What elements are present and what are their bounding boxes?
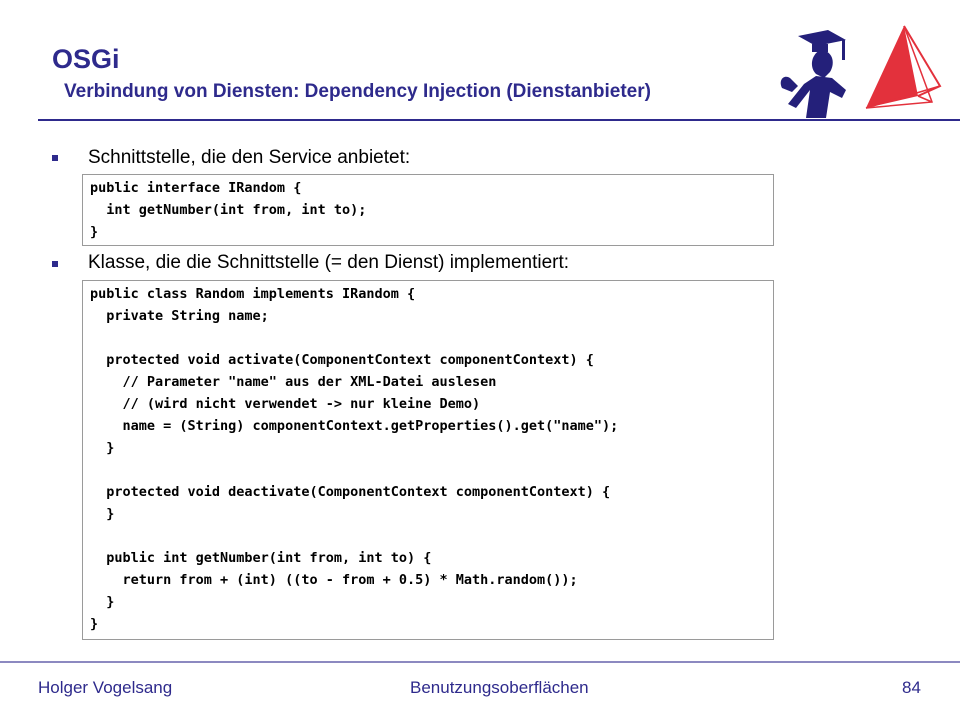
footer-author: Holger Vogelsang [38,678,173,697]
class-code-block [82,280,774,640]
code-line: } [90,506,115,522]
code-line: private String name; [90,308,269,324]
code-line [83,459,773,481]
tent-logo-icon [862,22,944,118]
code-line: public interface IRandom { [90,180,302,196]
bullet-text: Schnittstelle, die den Service anbietet: [88,147,411,168]
graduate-logo-icon [776,28,860,120]
footer-divider [0,661,960,663]
bullet-text: Klasse, die die Schnittstelle (= den Dienst) implementiert: [88,252,570,273]
code-line: name = (String) componentContext.getProperties().get("name"); [90,418,619,434]
code-line: int getNumber(int from, int to); [90,202,367,218]
header-divider [38,119,960,121]
code-line: // Parameter "name" aus der XML-Datei auslesen [90,374,497,390]
code-line: public int getNumber(int from, int to) { [90,550,432,566]
page-number: 84 [902,678,921,697]
bullet-icon [52,261,58,267]
code-line: return from + (int) ((to - from + 0.5) * Math.random()); [90,572,578,588]
code-line [83,327,773,349]
code-line: public class Random implements IRandom { [90,286,416,302]
code-line: } [90,440,115,456]
code-line: protected void deactivate(ComponentContext componentContext) { [90,484,611,500]
bullet-icon [52,155,58,161]
code-line: protected void activate(ComponentContext componentContext) { [90,352,594,368]
interface-code-block [82,174,774,246]
code-line: } [90,224,99,240]
slide-subtitle: Verbindung von Diensten: Dependency Injection (Dienstanbieter) [64,81,651,102]
code-line [83,525,773,547]
footer-course: Benutzungsoberflächen [410,678,589,697]
slide-title: OSGi [52,44,120,74]
code-line: } [90,616,99,632]
code-line: // (wird nicht verwendet -> nur kleine Demo) [90,396,481,412]
code-line: } [90,594,115,610]
